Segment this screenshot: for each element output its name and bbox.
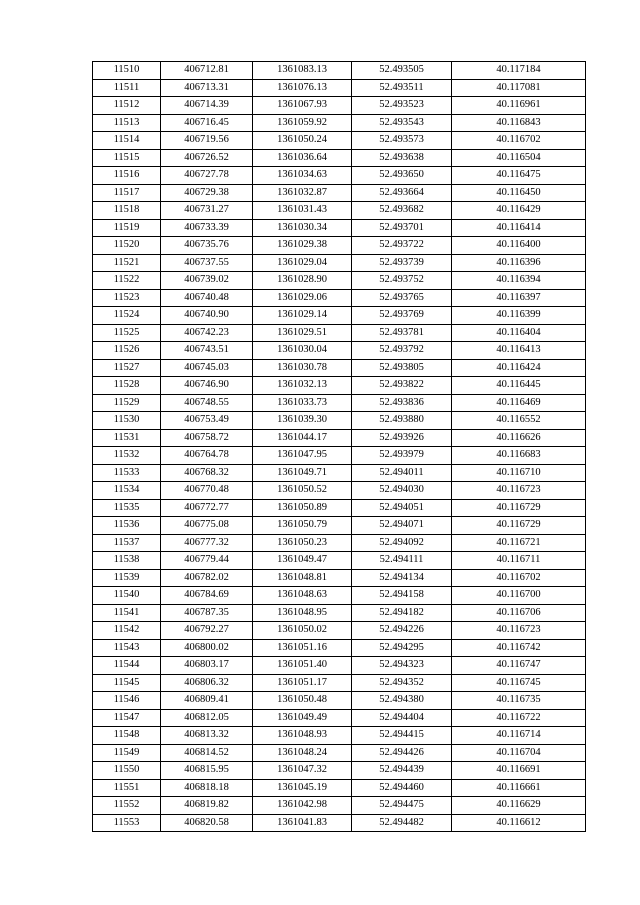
table-row	[93, 482, 586, 500]
table-row	[93, 569, 586, 587]
x-coordinate-cell: 406777.32	[161, 534, 253, 552]
point-number-cell: 11531	[93, 429, 161, 447]
latitude-cell: 52.494011	[352, 464, 452, 482]
latitude-cell: 52.494475	[352, 797, 452, 815]
x-coordinate-cell: 406719.56	[161, 132, 253, 150]
longitude-cell: 40.116396	[452, 254, 586, 272]
point-number-cell: 11539	[93, 569, 161, 587]
latitude-cell: 52.493722	[352, 237, 452, 255]
table-row	[93, 657, 586, 675]
table-row	[93, 62, 586, 80]
x-coordinate-cell: 406742.23	[161, 324, 253, 342]
longitude-cell: 40.116429	[452, 202, 586, 220]
y-coordinate-cell: 1361050.24	[253, 132, 352, 150]
latitude-cell: 52.493739	[352, 254, 452, 272]
table-row	[93, 79, 586, 97]
point-number-cell: 11529	[93, 394, 161, 412]
point-number-cell: 11522	[93, 272, 161, 290]
longitude-cell: 40.116721	[452, 534, 586, 552]
table-row	[93, 412, 586, 430]
x-coordinate-cell: 406753.49	[161, 412, 253, 430]
table-row	[93, 639, 586, 657]
table-row	[93, 394, 586, 412]
longitude-cell: 40.116711	[452, 552, 586, 570]
latitude-cell: 52.493511	[352, 79, 452, 97]
point-number-cell: 11548	[93, 727, 161, 745]
y-coordinate-cell: 1361050.23	[253, 534, 352, 552]
point-number-cell: 11547	[93, 709, 161, 727]
x-coordinate-cell: 406764.78	[161, 447, 253, 465]
latitude-cell: 52.494426	[352, 744, 452, 762]
latitude-cell: 52.493523	[352, 97, 452, 115]
table-row	[93, 604, 586, 622]
table-row	[93, 149, 586, 167]
longitude-cell: 40.116445	[452, 377, 586, 395]
longitude-cell: 40.116702	[452, 132, 586, 150]
table-row	[93, 342, 586, 360]
point-number-cell: 11535	[93, 499, 161, 517]
y-coordinate-cell: 1361032.13	[253, 377, 352, 395]
y-coordinate-cell: 1361030.34	[253, 219, 352, 237]
table-row	[93, 429, 586, 447]
point-number-cell: 11553	[93, 814, 161, 832]
x-coordinate-cell: 406733.39	[161, 219, 253, 237]
table-row	[93, 552, 586, 570]
point-number-cell: 11538	[93, 552, 161, 570]
longitude-cell: 40.116399	[452, 307, 586, 325]
point-number-cell: 11537	[93, 534, 161, 552]
x-coordinate-cell: 406737.55	[161, 254, 253, 272]
longitude-cell: 40.116475	[452, 167, 586, 185]
y-coordinate-cell: 1361048.63	[253, 587, 352, 605]
y-coordinate-cell: 1361051.16	[253, 639, 352, 657]
y-coordinate-cell: 1361044.17	[253, 429, 352, 447]
y-coordinate-cell: 1361050.52	[253, 482, 352, 500]
y-coordinate-cell: 1361045.19	[253, 779, 352, 797]
point-number-cell: 11528	[93, 377, 161, 395]
latitude-cell: 52.494295	[352, 639, 452, 657]
y-coordinate-cell: 1361031.43	[253, 202, 352, 220]
x-coordinate-cell: 406716.45	[161, 114, 253, 132]
table-row	[93, 289, 586, 307]
point-number-cell: 11530	[93, 412, 161, 430]
longitude-cell: 40.116683	[452, 447, 586, 465]
point-number-cell: 11512	[93, 97, 161, 115]
y-coordinate-cell: 1361050.89	[253, 499, 352, 517]
y-coordinate-cell: 1361029.51	[253, 324, 352, 342]
latitude-cell: 52.493543	[352, 114, 452, 132]
y-coordinate-cell: 1361050.02	[253, 622, 352, 640]
longitude-cell: 40.116700	[452, 587, 586, 605]
y-coordinate-cell: 1361029.04	[253, 254, 352, 272]
y-coordinate-cell: 1361036.64	[253, 149, 352, 167]
table-row	[93, 517, 586, 535]
y-coordinate-cell: 1361067.93	[253, 97, 352, 115]
table-row	[93, 114, 586, 132]
latitude-cell: 52.494051	[352, 499, 452, 517]
y-coordinate-cell: 1361039.30	[253, 412, 352, 430]
longitude-cell: 40.116704	[452, 744, 586, 762]
point-number-cell: 11536	[93, 517, 161, 535]
longitude-cell: 40.116450	[452, 184, 586, 202]
x-coordinate-cell: 406735.76	[161, 237, 253, 255]
point-number-cell: 11550	[93, 762, 161, 780]
latitude-cell: 52.493638	[352, 149, 452, 167]
y-coordinate-cell: 1361051.17	[253, 674, 352, 692]
longitude-cell: 40.116742	[452, 639, 586, 657]
table-row	[93, 499, 586, 517]
longitude-cell: 40.116702	[452, 569, 586, 587]
x-coordinate-cell: 406820.58	[161, 814, 253, 832]
longitude-cell: 40.116714	[452, 727, 586, 745]
table-row	[93, 272, 586, 290]
table-row	[93, 97, 586, 115]
y-coordinate-cell: 1361047.95	[253, 447, 352, 465]
latitude-cell: 52.493682	[352, 202, 452, 220]
point-number-cell: 11532	[93, 447, 161, 465]
latitude-cell: 52.493880	[352, 412, 452, 430]
longitude-cell: 40.116723	[452, 622, 586, 640]
longitude-cell: 40.116729	[452, 517, 586, 535]
point-number-cell: 11511	[93, 79, 161, 97]
table-row	[93, 779, 586, 797]
x-coordinate-cell: 406775.08	[161, 517, 253, 535]
x-coordinate-cell: 406731.27	[161, 202, 253, 220]
point-number-cell: 11543	[93, 639, 161, 657]
x-coordinate-cell: 406792.27	[161, 622, 253, 640]
table-row	[93, 237, 586, 255]
x-coordinate-cell: 406806.32	[161, 674, 253, 692]
table-row	[93, 709, 586, 727]
y-coordinate-cell: 1361029.06	[253, 289, 352, 307]
y-coordinate-cell: 1361076.13	[253, 79, 352, 97]
table-row	[93, 132, 586, 150]
y-coordinate-cell: 1361048.95	[253, 604, 352, 622]
longitude-cell: 40.116747	[452, 657, 586, 675]
x-coordinate-cell: 406740.90	[161, 307, 253, 325]
latitude-cell: 52.494134	[352, 569, 452, 587]
longitude-cell: 40.116723	[452, 482, 586, 500]
x-coordinate-cell: 406748.55	[161, 394, 253, 412]
point-number-cell: 11514	[93, 132, 161, 150]
y-coordinate-cell: 1361059.92	[253, 114, 352, 132]
longitude-cell: 40.116691	[452, 762, 586, 780]
table-row	[93, 587, 586, 605]
point-number-cell: 11542	[93, 622, 161, 640]
longitude-cell: 40.116710	[452, 464, 586, 482]
latitude-cell: 52.494460	[352, 779, 452, 797]
y-coordinate-cell: 1361047.32	[253, 762, 352, 780]
latitude-cell: 52.494182	[352, 604, 452, 622]
x-coordinate-cell: 406726.52	[161, 149, 253, 167]
table-row	[93, 464, 586, 482]
x-coordinate-cell: 406814.52	[161, 744, 253, 762]
longitude-cell: 40.116504	[452, 149, 586, 167]
longitude-cell: 40.116722	[452, 709, 586, 727]
y-coordinate-cell: 1361051.40	[253, 657, 352, 675]
latitude-cell: 52.494415	[352, 727, 452, 745]
latitude-cell: 52.493822	[352, 377, 452, 395]
latitude-cell: 52.494111	[352, 552, 452, 570]
x-coordinate-cell: 406745.03	[161, 359, 253, 377]
point-number-cell: 11524	[93, 307, 161, 325]
longitude-cell: 40.116397	[452, 289, 586, 307]
latitude-cell: 52.494404	[352, 709, 452, 727]
y-coordinate-cell: 1361028.90	[253, 272, 352, 290]
longitude-cell: 40.116629	[452, 797, 586, 815]
table-row	[93, 377, 586, 395]
longitude-cell: 40.116626	[452, 429, 586, 447]
point-number-cell: 11518	[93, 202, 161, 220]
y-coordinate-cell: 1361083.13	[253, 62, 352, 80]
point-number-cell: 11545	[93, 674, 161, 692]
latitude-cell: 52.493765	[352, 289, 452, 307]
latitude-cell: 52.494158	[352, 587, 452, 605]
table-row	[93, 622, 586, 640]
y-coordinate-cell: 1361050.48	[253, 692, 352, 710]
x-coordinate-cell: 406740.48	[161, 289, 253, 307]
longitude-cell: 40.116729	[452, 499, 586, 517]
table-row	[93, 359, 586, 377]
coordinates-table	[92, 61, 586, 832]
latitude-cell: 52.493505	[352, 62, 452, 80]
x-coordinate-cell: 406727.78	[161, 167, 253, 185]
y-coordinate-cell: 1361041.83	[253, 814, 352, 832]
x-coordinate-cell: 406803.17	[161, 657, 253, 675]
point-number-cell: 11515	[93, 149, 161, 167]
longitude-cell: 40.116400	[452, 237, 586, 255]
x-coordinate-cell: 406809.41	[161, 692, 253, 710]
x-coordinate-cell: 406768.32	[161, 464, 253, 482]
point-number-cell: 11516	[93, 167, 161, 185]
y-coordinate-cell: 1361042.98	[253, 797, 352, 815]
longitude-cell: 40.116735	[452, 692, 586, 710]
table-row	[93, 797, 586, 815]
latitude-cell: 52.494323	[352, 657, 452, 675]
x-coordinate-cell: 406714.39	[161, 97, 253, 115]
y-coordinate-cell: 1361049.71	[253, 464, 352, 482]
y-coordinate-cell: 1361030.78	[253, 359, 352, 377]
x-coordinate-cell: 406784.69	[161, 587, 253, 605]
latitude-cell: 52.494352	[352, 674, 452, 692]
latitude-cell: 52.493926	[352, 429, 452, 447]
x-coordinate-cell: 406713.31	[161, 79, 253, 97]
x-coordinate-cell: 406739.02	[161, 272, 253, 290]
latitude-cell: 52.493664	[352, 184, 452, 202]
x-coordinate-cell: 406712.81	[161, 62, 253, 80]
longitude-cell: 40.116552	[452, 412, 586, 430]
table-row	[93, 727, 586, 745]
longitude-cell: 40.116469	[452, 394, 586, 412]
x-coordinate-cell: 406787.35	[161, 604, 253, 622]
longitude-cell: 40.116843	[452, 114, 586, 132]
latitude-cell: 52.494226	[352, 622, 452, 640]
y-coordinate-cell: 1361029.38	[253, 237, 352, 255]
table-row	[93, 202, 586, 220]
point-number-cell: 11523	[93, 289, 161, 307]
latitude-cell: 52.494030	[352, 482, 452, 500]
point-number-cell: 11520	[93, 237, 161, 255]
table-row	[93, 167, 586, 185]
table-row	[93, 692, 586, 710]
point-number-cell: 11540	[93, 587, 161, 605]
latitude-cell: 52.494482	[352, 814, 452, 832]
table-row	[93, 447, 586, 465]
table-row	[93, 307, 586, 325]
table-row	[93, 254, 586, 272]
latitude-cell: 52.493836	[352, 394, 452, 412]
x-coordinate-cell: 406746.90	[161, 377, 253, 395]
x-coordinate-cell: 406813.32	[161, 727, 253, 745]
latitude-cell: 52.493701	[352, 219, 452, 237]
longitude-cell: 40.116404	[452, 324, 586, 342]
longitude-cell: 40.116612	[452, 814, 586, 832]
longitude-cell: 40.116661	[452, 779, 586, 797]
point-number-cell: 11541	[93, 604, 161, 622]
point-number-cell: 11549	[93, 744, 161, 762]
x-coordinate-cell: 406812.05	[161, 709, 253, 727]
point-number-cell: 11525	[93, 324, 161, 342]
x-coordinate-cell: 406818.18	[161, 779, 253, 797]
y-coordinate-cell: 1361029.14	[253, 307, 352, 325]
latitude-cell: 52.493573	[352, 132, 452, 150]
y-coordinate-cell: 1361048.81	[253, 569, 352, 587]
table-row	[93, 814, 586, 832]
x-coordinate-cell: 406779.44	[161, 552, 253, 570]
point-number-cell: 11527	[93, 359, 161, 377]
table-row	[93, 534, 586, 552]
point-number-cell: 11552	[93, 797, 161, 815]
longitude-cell: 40.116745	[452, 674, 586, 692]
y-coordinate-cell: 1361049.49	[253, 709, 352, 727]
latitude-cell: 52.494092	[352, 534, 452, 552]
y-coordinate-cell: 1361049.47	[253, 552, 352, 570]
x-coordinate-cell: 406800.02	[161, 639, 253, 657]
x-coordinate-cell: 406770.48	[161, 482, 253, 500]
point-number-cell: 11517	[93, 184, 161, 202]
longitude-cell: 40.116414	[452, 219, 586, 237]
longitude-cell: 40.116961	[452, 97, 586, 115]
point-number-cell: 11510	[93, 62, 161, 80]
y-coordinate-cell: 1361048.93	[253, 727, 352, 745]
coordinates-table-body	[93, 62, 586, 832]
point-number-cell: 11551	[93, 779, 161, 797]
x-coordinate-cell: 406772.77	[161, 499, 253, 517]
longitude-cell: 40.117184	[452, 62, 586, 80]
x-coordinate-cell: 406729.38	[161, 184, 253, 202]
table-row	[93, 324, 586, 342]
y-coordinate-cell: 1361033.73	[253, 394, 352, 412]
x-coordinate-cell: 406815.95	[161, 762, 253, 780]
longitude-cell: 40.117081	[452, 79, 586, 97]
point-number-cell: 11526	[93, 342, 161, 360]
y-coordinate-cell: 1361034.63	[253, 167, 352, 185]
point-number-cell: 11546	[93, 692, 161, 710]
latitude-cell: 52.493650	[352, 167, 452, 185]
latitude-cell: 52.493979	[352, 447, 452, 465]
x-coordinate-cell: 406758.72	[161, 429, 253, 447]
latitude-cell: 52.493752	[352, 272, 452, 290]
table-row	[93, 762, 586, 780]
latitude-cell: 52.493781	[352, 324, 452, 342]
point-number-cell: 11534	[93, 482, 161, 500]
longitude-cell: 40.116424	[452, 359, 586, 377]
longitude-cell: 40.116394	[452, 272, 586, 290]
table-row	[93, 184, 586, 202]
point-number-cell: 11533	[93, 464, 161, 482]
x-coordinate-cell: 406782.02	[161, 569, 253, 587]
latitude-cell: 52.494380	[352, 692, 452, 710]
latitude-cell: 52.493792	[352, 342, 452, 360]
latitude-cell: 52.494439	[352, 762, 452, 780]
point-number-cell: 11513	[93, 114, 161, 132]
point-number-cell: 11519	[93, 219, 161, 237]
y-coordinate-cell: 1361030.04	[253, 342, 352, 360]
y-coordinate-cell: 1361050.79	[253, 517, 352, 535]
latitude-cell: 52.493769	[352, 307, 452, 325]
longitude-cell: 40.116413	[452, 342, 586, 360]
point-number-cell: 11521	[93, 254, 161, 272]
longitude-cell: 40.116706	[452, 604, 586, 622]
x-coordinate-cell: 406743.51	[161, 342, 253, 360]
table-row	[93, 674, 586, 692]
y-coordinate-cell: 1361032.87	[253, 184, 352, 202]
latitude-cell: 52.493805	[352, 359, 452, 377]
table-row	[93, 744, 586, 762]
latitude-cell: 52.494071	[352, 517, 452, 535]
point-number-cell: 11544	[93, 657, 161, 675]
table-row	[93, 219, 586, 237]
y-coordinate-cell: 1361048.24	[253, 744, 352, 762]
x-coordinate-cell: 406819.82	[161, 797, 253, 815]
